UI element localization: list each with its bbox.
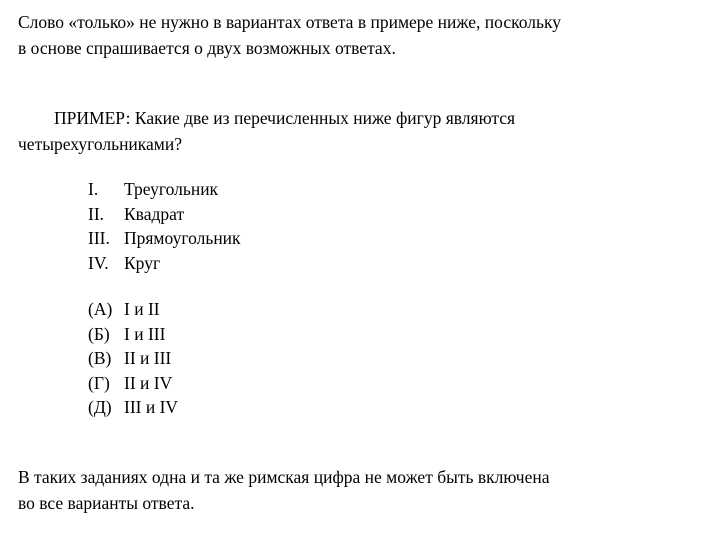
statement-text: Круг xyxy=(124,253,161,273)
statement-numeral: I. xyxy=(88,179,99,199)
option-letter: (Б) xyxy=(88,324,110,344)
statement-numeral: IV. xyxy=(88,253,109,273)
statement-numeral: III. xyxy=(88,228,110,248)
example-question-line-2: четырехугольниками? xyxy=(18,134,183,154)
option-text: III и IV xyxy=(124,397,179,417)
statement-text: Треугольник xyxy=(124,179,219,199)
conclusion-line-2: во все варианты ответа. xyxy=(18,493,195,513)
statement-text: Прямоугольник xyxy=(124,228,241,248)
intro-line-1: Слово «только» не нужно в вариантах ответа в примере ниже, поскольку xyxy=(18,12,561,32)
option-letter: (А) xyxy=(88,299,113,319)
option-text: I и II xyxy=(124,299,160,319)
intro-line-2: в основе спрашивается о двух возможных ответах. xyxy=(18,38,396,58)
option-text: I и III xyxy=(124,324,166,344)
example-question-line-1: ПРИМЕР: Какие две из перечисленных ниже фигур являются xyxy=(54,108,516,128)
option-letter: (В) xyxy=(88,348,112,368)
statement-numeral: II. xyxy=(88,204,105,224)
option-text: II и III xyxy=(124,348,172,368)
option-text: II и IV xyxy=(124,373,173,393)
option-letter: (Д) xyxy=(88,397,112,417)
option-letter: (Г) xyxy=(88,373,110,393)
statement-text: Квадрат xyxy=(124,204,185,224)
conclusion-line-1: В таких заданиях одна и та же римская цифра не может быть включена xyxy=(18,467,550,487)
